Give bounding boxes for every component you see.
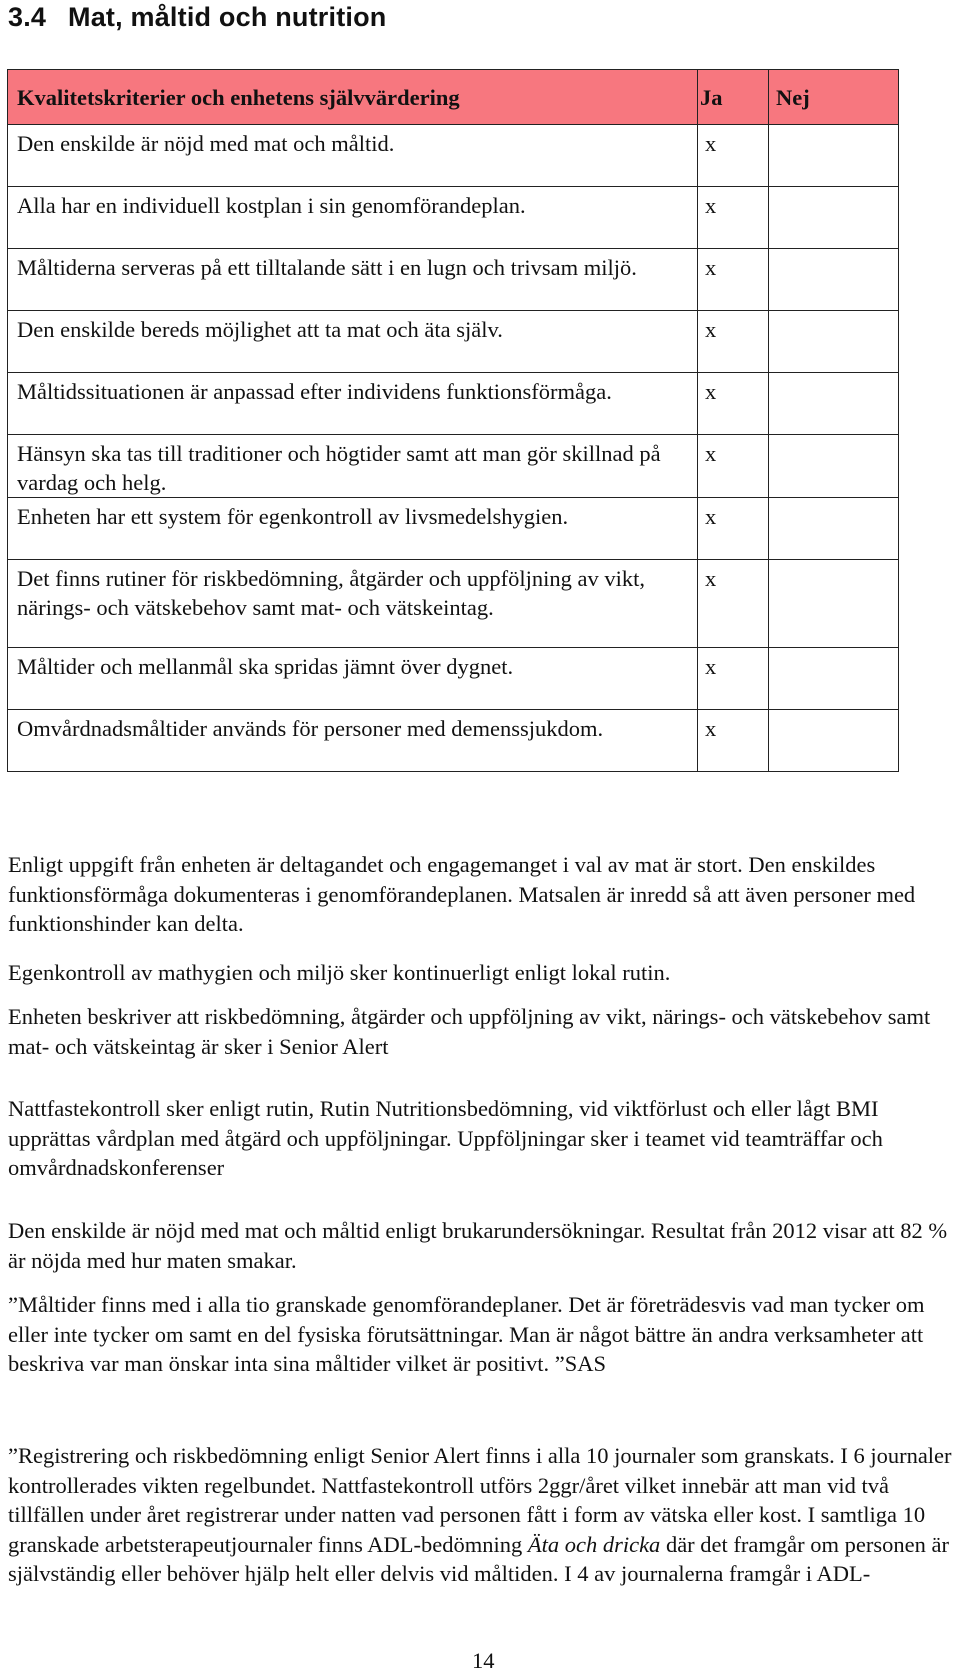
criterion-cell: Omvårdnadsmåltider används för personer med demenssjukdom.	[8, 710, 698, 772]
section-title: Mat, måltid och nutrition	[68, 2, 387, 32]
table-row	[8, 435, 899, 498]
yes-cell: x	[698, 187, 769, 249]
criterion-cell: Måltider och mellanmål ska spridas jämnt över dygnet.	[8, 648, 698, 710]
body-paragraph: Enligt uppgift från enheten är deltagandet och engagemanget i val av mat är stort. Den enskildes funktionsförmåga dokumenteras i genomförandeplanen. Matsalen är inredd så att även personer med funktionshinder kan delta.	[8, 852, 916, 936]
yes-cell: x	[698, 648, 769, 710]
no-cell	[769, 648, 899, 710]
body-paragraph: Enheten beskriver att riskbedömning, åtgärder och uppföljning av vikt, närings- och vätskebehov samt mat- och vätskeintag är sker i Senior Alert	[8, 1004, 931, 1059]
section-heading	[8, 2, 386, 33]
table-row	[8, 710, 899, 772]
criterion-cell: Det finns rutiner för riskbedömning, åtgärder och uppföljning av vikt, närings- och vätskebehov samt mat- och vätskeintag.	[8, 560, 698, 648]
no-cell	[769, 435, 899, 498]
yes-cell: x	[698, 311, 769, 373]
body-paragraph	[8, 1441, 958, 1589]
no-cell	[769, 373, 899, 435]
paragraph-text: ”Registrering och riskbedömning enligt Senior Alert finns i alla 10 journaler som granskats. I 6 journaler kontrollerades vikten regelbundet. Nattfastekontroll utförs 2ggr/året vilket innebär att man vid två tillfällen under året registrerar under natten vad personen fått i form av vätska eller kost. I samtliga 10 granskade arbetsterapeutjournaler finns ADL-bedömning	[8, 1443, 952, 1557]
table-header-row	[8, 70, 899, 125]
criterion-cell: Måltidssituationen är anpassad efter individens funktionsförmåga.	[8, 373, 698, 435]
paragraph-text: där det framgår om personen är självständig eller behöver hjälp helt eller delvis vid måltiden. I 4 av journalerna framgår i ADL-	[8, 1531, 949, 1586]
no-cell	[769, 125, 899, 187]
criteria-column-header: Kvalitetskriterier och enhetens självvärdering	[8, 70, 698, 125]
table-row	[8, 648, 899, 710]
no-column-header: Nej	[769, 70, 899, 125]
page-number: 14	[472, 1648, 495, 1673]
criterion-cell: Den enskilde är nöjd med mat och måltid.	[8, 125, 698, 187]
no-cell	[769, 311, 899, 373]
body-paragraph: Nattfastekontroll sker enligt rutin, Rutin Nutritionsbedömning, vid viktförlust och eller lågt BMI upprättas vårdplan med åtgärd och uppföljningar. Uppföljningar sker i teamet vid teamträffar och omvårdnadskonferenser	[8, 1096, 883, 1180]
no-cell	[769, 710, 899, 772]
quality-criteria-table	[7, 69, 899, 772]
table-row	[8, 498, 899, 560]
body-paragraph: ”Måltider finns med i alla tio granskade genomförandeplaner. Det är företrädesvis vad man tycker om eller inte tycker om samt en del fysiska förutsättningar. Man är något bättre än andra verksamheter att beskriva var man önskar inta sina måltider vilket är positivt. ”SAS	[8, 1292, 925, 1376]
section-number: 3.4	[8, 2, 47, 32]
body-paragraph: Den enskilde är nöjd med mat och måltid enligt brukarundersökningar. Resultat från 2012 visar att 82 % är nöjda med hur maten smakar.	[8, 1218, 948, 1273]
table-row	[8, 249, 899, 311]
body-paragraph: Egenkontroll av mathygien och miljö sker kontinuerligt enligt lokal rutin.	[8, 960, 671, 985]
yes-cell: x	[698, 710, 769, 772]
no-cell	[769, 498, 899, 560]
criterion-cell: Enheten har ett system för egenkontroll av livsmedelshygien.	[8, 498, 698, 560]
yes-cell: x	[698, 560, 769, 648]
criterion-cell: Måltiderna serveras på ett tilltalande sätt i en lugn och trivsam miljö.	[8, 249, 698, 311]
table-row	[8, 187, 899, 249]
yes-cell: x	[698, 249, 769, 311]
table-row	[8, 560, 899, 648]
table-row	[8, 373, 899, 435]
no-cell	[769, 187, 899, 249]
yes-cell: x	[698, 373, 769, 435]
yes-cell: x	[698, 498, 769, 560]
table-row	[8, 311, 899, 373]
yes-cell: x	[698, 435, 769, 498]
italic-term: Äta och dricka	[527, 1531, 661, 1557]
table-row	[8, 125, 899, 187]
no-cell	[769, 560, 899, 648]
criterion-cell: Hänsyn ska tas till traditioner och högtider samt att man gör skillnad på vardag och helg.	[8, 435, 698, 498]
criterion-cell: Alla har en individuell kostplan i sin genomförandeplan.	[8, 187, 698, 249]
yes-cell: x	[698, 125, 769, 187]
no-cell	[769, 249, 899, 311]
criterion-cell: Den enskilde bereds möjlighet att ta mat och äta själv.	[8, 311, 698, 373]
yes-column-header: Ja	[698, 70, 769, 125]
